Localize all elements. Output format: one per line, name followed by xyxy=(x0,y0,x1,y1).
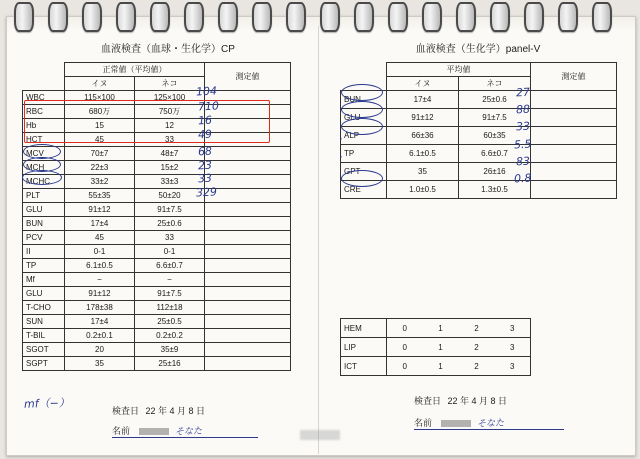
left-row-dog-value: 15 xyxy=(65,119,135,133)
left-row-dog-value: 91±12 xyxy=(65,203,135,217)
scale-option[interactable]: 2 xyxy=(474,342,479,352)
right-table-body xyxy=(341,91,617,199)
left-row-cat-value: 25±0.6 xyxy=(135,217,205,231)
right-results-table-wrap xyxy=(340,62,617,199)
hw-right-bun: 27 xyxy=(515,85,531,100)
left-row-measured-value xyxy=(205,301,291,315)
table-row xyxy=(23,161,291,175)
scale-option[interactable]: 1 xyxy=(438,323,443,333)
right-row-label: BUN xyxy=(341,91,387,109)
left-row-measured-value xyxy=(205,357,291,371)
left-row-cat-value: 25±16 xyxy=(135,357,205,371)
left-row-measured-value xyxy=(205,231,291,245)
table-row xyxy=(23,357,291,371)
right-row-dog-value: 66±36 xyxy=(387,127,459,145)
scale-option[interactable]: 1 xyxy=(438,361,443,371)
left-page-title: 血液検査（血球・生化学）CP xyxy=(101,44,235,55)
right-name-line xyxy=(414,416,504,429)
scale-option[interactable]: 0 xyxy=(402,361,407,371)
right-exam-date-line xyxy=(414,394,507,407)
left-row-label: WBC xyxy=(23,91,65,105)
left-row-measured-value xyxy=(205,189,291,203)
right-row-label: TP xyxy=(341,145,387,163)
left-header-corner xyxy=(23,63,65,77)
left-row-label: SGPT xyxy=(23,357,65,371)
left-name-underline xyxy=(112,437,258,438)
left-row-cat-value: − xyxy=(135,273,205,287)
right-scale-table xyxy=(340,318,531,376)
left-row-measured-value xyxy=(205,203,291,217)
left-exam-date-line xyxy=(112,404,205,417)
right-row-measured-value xyxy=(531,127,617,145)
left-row-label: MCV xyxy=(23,147,65,161)
left-row-label: HCT xyxy=(23,133,65,147)
right-row-label: GPT xyxy=(341,163,387,181)
left-row-dog-value: 17±4 xyxy=(65,315,135,329)
hw-left-hb: 16 xyxy=(197,113,213,128)
left-row-measured-value xyxy=(205,217,291,231)
right-row-cat-value: 1.3±0.5 xyxy=(459,181,531,199)
right-row-cat-value: 91±7.5 xyxy=(459,109,531,127)
left-row-label: PCV xyxy=(23,231,65,245)
left-row-cat-value: 0.2±0.2 xyxy=(135,329,205,343)
table-row xyxy=(23,189,291,203)
scale-row xyxy=(341,357,531,376)
right-row-measured-value xyxy=(531,109,617,127)
right-results-table xyxy=(340,62,617,199)
right-exam-date-label: 検査日 xyxy=(414,396,442,406)
left-row-dog-value: 17±4 xyxy=(65,217,135,231)
right-row-measured-value xyxy=(531,163,617,181)
left-row-label: Mf xyxy=(23,273,65,287)
scale-row-label: LIP xyxy=(341,338,387,357)
left-results-table-wrap xyxy=(22,62,291,371)
left-row-cat-value: 6.6±0.7 xyxy=(135,259,205,273)
left-row-label: SGOT xyxy=(23,343,65,357)
left-row-measured-value xyxy=(205,273,291,287)
right-scale-body xyxy=(341,319,531,376)
hw-right-gpt: 83 xyxy=(515,154,531,169)
right-row-dog-value: 6.1±0.5 xyxy=(387,145,459,163)
left-row-cat-value: 48±7 xyxy=(135,147,205,161)
scale-option[interactable]: 3 xyxy=(510,342,515,352)
table-row xyxy=(23,329,291,343)
table-row xyxy=(23,147,291,161)
left-row-dog-value: 178±38 xyxy=(65,301,135,315)
right-header-dog: イヌ xyxy=(387,77,459,91)
left-name-line xyxy=(112,424,202,437)
left-name-redaction xyxy=(139,428,169,435)
right-row-dog-value: 17±4 xyxy=(387,91,459,109)
left-row-dog-value: 35 xyxy=(65,357,135,371)
left-header-measured: 測定値 xyxy=(205,63,291,91)
left-row-label: GLU xyxy=(23,203,65,217)
left-row-cat-value: 25±0.5 xyxy=(135,315,205,329)
right-table-header-group xyxy=(341,63,617,77)
left-margin-note: mf（−） xyxy=(23,396,71,411)
hw-right-glu: 88 xyxy=(515,102,531,117)
left-row-label: TP xyxy=(23,259,65,273)
left-row-measured-value xyxy=(205,259,291,273)
table-row xyxy=(23,217,291,231)
left-row-cat-value: 91±7.5 xyxy=(135,287,205,301)
left-row-label: SUN xyxy=(23,315,65,329)
left-row-label: GLU xyxy=(23,287,65,301)
left-row-label: II xyxy=(23,245,65,259)
left-row-cat-value: 33±3 xyxy=(135,175,205,189)
hw-left-wbc: 104 xyxy=(195,84,218,99)
left-row-cat-value: 35±9 xyxy=(135,343,205,357)
left-row-cat-value: 112±18 xyxy=(135,301,205,315)
hw-left-mch: 23 xyxy=(197,158,213,173)
scale-option[interactable]: 3 xyxy=(510,323,515,333)
table-row xyxy=(23,231,291,245)
left-row-dog-value: 70±7 xyxy=(65,147,135,161)
left-row-measured-value xyxy=(205,343,291,357)
left-header-dog: イヌ xyxy=(65,77,135,91)
right-name-label: 名前 xyxy=(414,418,433,428)
left-row-measured-value xyxy=(205,161,291,175)
left-row-cat-value: 750万 xyxy=(135,105,205,119)
right-scale-table-wrap xyxy=(340,318,531,376)
table-row xyxy=(23,273,291,287)
left-row-measured-value xyxy=(205,133,291,147)
right-header-mean: 平均値 xyxy=(387,63,531,77)
left-row-dog-value: 22±3 xyxy=(65,161,135,175)
left-row-cat-value: 50±20 xyxy=(135,189,205,203)
left-header-blank xyxy=(23,77,65,91)
table-row xyxy=(341,127,617,145)
right-page-title: 血液検査（生化学）panel-V xyxy=(415,44,541,55)
left-row-dog-value: 6.1±0.5 xyxy=(65,259,135,273)
table-row xyxy=(341,163,617,181)
left-row-label: RBC xyxy=(23,105,65,119)
left-row-label: T-BIL xyxy=(23,329,65,343)
scale-option[interactable]: 3 xyxy=(510,361,515,371)
left-row-dog-value: 45 xyxy=(65,133,135,147)
scan-smudge xyxy=(300,430,340,440)
left-row-dog-value: 55±35 xyxy=(65,189,135,203)
left-page-block xyxy=(28,40,308,55)
right-exam-date-value: 22 年 4 月 8 日 xyxy=(447,396,508,406)
left-row-dog-value: 45 xyxy=(65,231,135,245)
right-row-measured-value xyxy=(531,181,617,199)
table-row xyxy=(341,181,617,199)
left-exam-date-value: 22 年 4 月 8 日 xyxy=(145,406,206,416)
left-name-label: 名前 xyxy=(112,426,131,436)
left-row-dog-value: 115×100 xyxy=(65,91,135,105)
table-row xyxy=(23,119,291,133)
scale-option[interactable]: 0 xyxy=(402,323,407,333)
table-row xyxy=(23,175,291,189)
left-row-measured-value xyxy=(205,119,291,133)
table-row xyxy=(23,287,291,301)
hw-left-rbc: 710 xyxy=(197,99,220,114)
left-row-cat-value: 33 xyxy=(135,231,205,245)
table-row xyxy=(23,301,291,315)
right-row-dog-value: 1.0±0.5 xyxy=(387,181,459,199)
table-row xyxy=(23,203,291,217)
right-row-cat-value: 25±0.6 xyxy=(459,91,531,109)
left-row-dog-value: 0.2±0.1 xyxy=(65,329,135,343)
table-row xyxy=(341,109,617,127)
table-row xyxy=(23,91,291,105)
scale-option[interactable]: 0 xyxy=(402,342,407,352)
hw-left-hct: 49 xyxy=(197,127,213,142)
left-row-measured-value xyxy=(205,175,291,189)
right-row-dog-value: 35 xyxy=(387,163,459,181)
dot-mark-tp: · xyxy=(339,132,343,146)
left-results-table xyxy=(22,62,291,371)
left-header-cat: ネコ xyxy=(135,77,205,91)
scale-row xyxy=(341,338,531,357)
right-row-measured-value xyxy=(531,91,617,109)
left-row-cat-value: 0-1 xyxy=(135,245,205,259)
left-row-cat-value: 12 xyxy=(135,119,205,133)
scale-row-label: HEM xyxy=(341,319,387,338)
left-row-label: Hb xyxy=(23,119,65,133)
right-row-label: ALP xyxy=(341,127,387,145)
scale-row-label: ICT xyxy=(341,357,387,376)
hw-right-cre: 0.8 xyxy=(513,171,532,186)
table-row xyxy=(23,259,291,273)
right-row-measured-value xyxy=(531,145,617,163)
table-row xyxy=(23,133,291,147)
scale-option[interactable]: 2 xyxy=(474,361,479,371)
hw-left-mchc: 33 xyxy=(197,171,213,186)
left-row-measured-value xyxy=(205,315,291,329)
table-row xyxy=(341,91,617,109)
left-row-dog-value: 33±2 xyxy=(65,175,135,189)
table-row xyxy=(23,315,291,329)
scale-row xyxy=(341,319,531,338)
left-row-measured-value xyxy=(205,287,291,301)
right-header-corner xyxy=(341,63,387,77)
right-row-label: GLU xyxy=(341,109,387,127)
right-name-value: そなた xyxy=(476,418,505,430)
right-row-cat-value: 6.6±0.7 xyxy=(459,145,531,163)
left-table-body xyxy=(23,91,291,371)
scale-option[interactable]: 2 xyxy=(474,323,479,333)
right-page-block xyxy=(338,40,618,55)
left-row-cat-value: 125×100 xyxy=(135,91,205,105)
left-row-label: MCHC xyxy=(23,175,65,189)
left-row-measured-value xyxy=(205,245,291,259)
left-row-dog-value: − xyxy=(65,273,135,287)
left-row-dog-value: 91±12 xyxy=(65,287,135,301)
left-row-label: BUN xyxy=(23,217,65,231)
left-header-normal-range: 正常値（平均値） xyxy=(65,63,205,77)
right-row-cat-value: 60±35 xyxy=(459,127,531,145)
dot-mark-gpt: · xyxy=(339,150,343,164)
right-row-label: CRE xyxy=(341,181,387,199)
left-row-label: MCH xyxy=(23,161,65,175)
right-name-redaction xyxy=(441,420,471,427)
left-exam-date-label: 検査日 xyxy=(112,406,140,416)
left-table-header-group xyxy=(23,63,291,77)
right-row-cat-value: 26±16 xyxy=(459,163,531,181)
table-row xyxy=(23,105,291,119)
right-header-measured: 測定値 xyxy=(531,63,617,91)
left-row-label: PLT xyxy=(23,189,65,203)
table-row xyxy=(23,343,291,357)
left-name-value: そなた xyxy=(174,426,203,438)
hw-left-mcv: 68 xyxy=(197,144,213,159)
left-row-dog-value: 680万 xyxy=(65,105,135,119)
hw-right-tp: 5.5 xyxy=(513,137,532,152)
scale-option[interactable]: 1 xyxy=(438,342,443,352)
left-row-dog-value: 0-1 xyxy=(65,245,135,259)
left-row-cat-value: 33 xyxy=(135,133,205,147)
left-row-dog-value: 20 xyxy=(65,343,135,357)
left-row-measured-value xyxy=(205,147,291,161)
table-row xyxy=(341,145,617,163)
left-row-cat-value: 91±7.5 xyxy=(135,203,205,217)
hw-right-alp: 33 xyxy=(515,119,531,134)
left-row-label: T-CHO xyxy=(23,301,65,315)
right-row-dog-value: 91±12 xyxy=(387,109,459,127)
right-name-underline xyxy=(414,429,564,430)
left-row-cat-value: 15±2 xyxy=(135,161,205,175)
left-row-measured-value xyxy=(205,329,291,343)
right-header-cat: ネコ xyxy=(459,77,531,91)
right-header-blank xyxy=(341,77,387,91)
hw-left-plt: 329 xyxy=(195,185,218,200)
table-row xyxy=(23,245,291,259)
page-fold xyxy=(318,26,319,454)
